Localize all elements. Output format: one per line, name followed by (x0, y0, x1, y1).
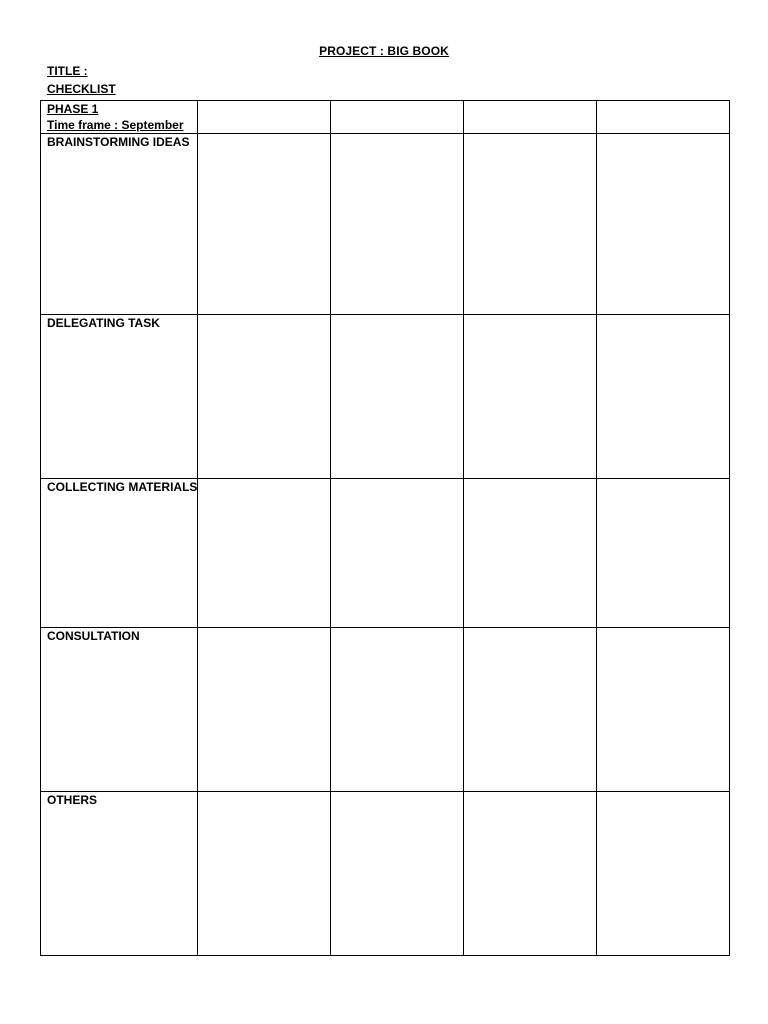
phase-label: PHASE 1 (47, 102, 99, 116)
table-cell[interactable] (331, 479, 464, 628)
table-row (41, 479, 730, 628)
row-label: BRAINSTORMING IDEAS (47, 135, 190, 149)
table-row (41, 315, 730, 479)
row-label: CONSULTATION (47, 629, 140, 643)
table-cell[interactable] (198, 479, 331, 628)
time-frame-label: Time frame : September (47, 118, 184, 132)
table-cell[interactable] (597, 315, 730, 479)
table-cell[interactable] (464, 134, 597, 315)
row-label-cell (41, 628, 198, 792)
table-cell[interactable] (597, 792, 730, 956)
table-cell[interactable] (597, 479, 730, 628)
table-cell[interactable] (597, 134, 730, 315)
table-cell[interactable] (331, 628, 464, 792)
phase-cell (41, 101, 198, 134)
table-cell[interactable] (464, 628, 597, 792)
checklist-label: CHECKLIST (47, 82, 116, 96)
header-cell[interactable] (198, 101, 331, 134)
table-row (41, 792, 730, 956)
table-row (41, 628, 730, 792)
table-cell[interactable] (331, 315, 464, 479)
table-row (41, 134, 730, 315)
row-label-cell (41, 479, 198, 628)
title-label: TITLE : (47, 64, 88, 78)
document-title: PROJECT : BIG BOOK (319, 44, 449, 58)
table-cell[interactable] (198, 315, 331, 479)
table-cell[interactable] (198, 134, 331, 315)
row-label: COLLECTING MATERIALS (47, 480, 198, 494)
table-cell[interactable] (464, 792, 597, 956)
table-cell[interactable] (331, 792, 464, 956)
row-label-cell (41, 792, 198, 956)
table-cell[interactable] (198, 628, 331, 792)
row-label: DELEGATING TASK (47, 316, 160, 330)
row-label-cell (41, 134, 198, 315)
table-cell[interactable] (464, 315, 597, 479)
table-cell[interactable] (464, 479, 597, 628)
header-cell[interactable] (597, 101, 730, 134)
header-cell[interactable] (331, 101, 464, 134)
table-cell[interactable] (331, 134, 464, 315)
table-cell[interactable] (597, 628, 730, 792)
table-cell[interactable] (198, 792, 331, 956)
checklist-table (40, 100, 730, 956)
row-label-cell (41, 315, 198, 479)
row-label: OTHERS (47, 793, 98, 807)
header-row (41, 101, 730, 134)
header-cell[interactable] (464, 101, 597, 134)
